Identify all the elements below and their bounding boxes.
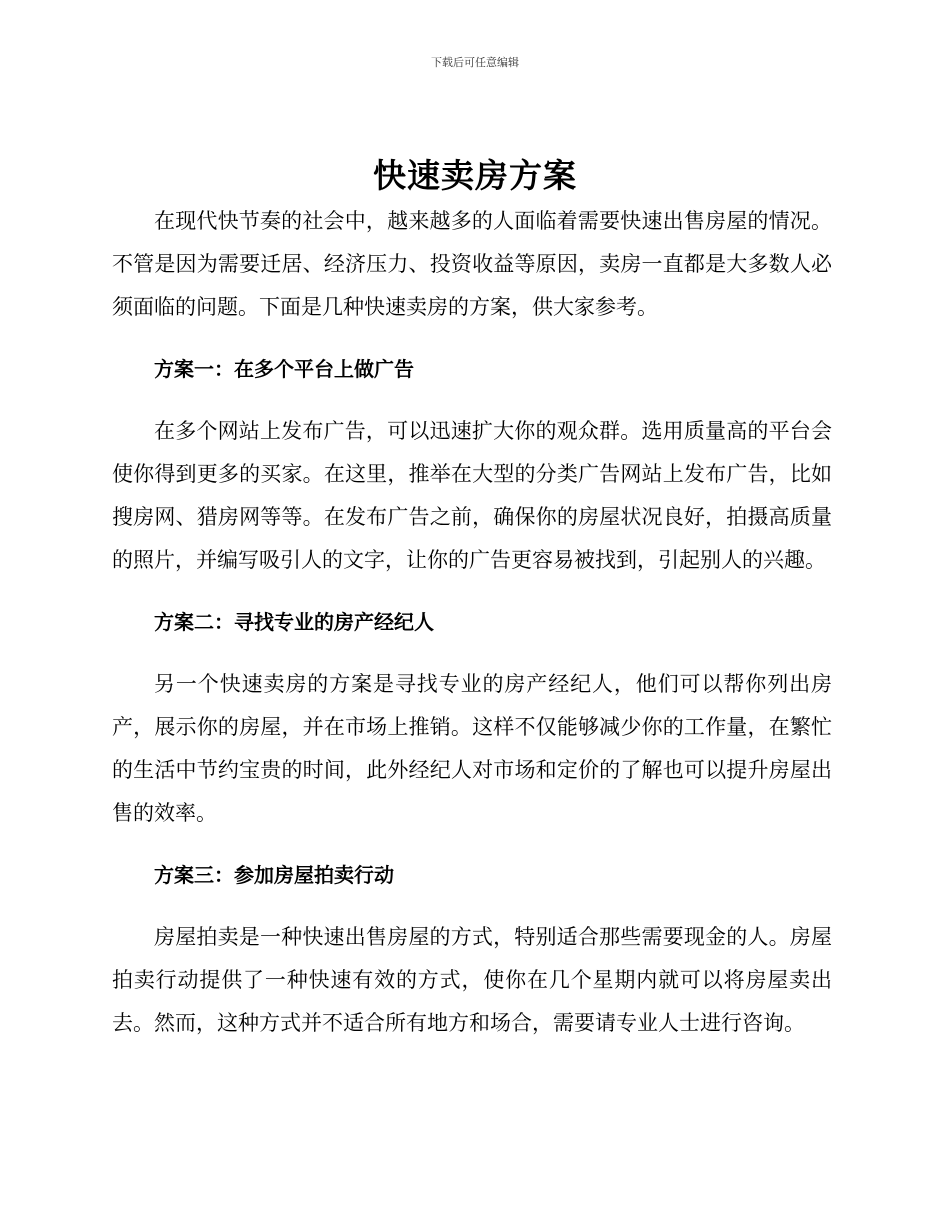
section-body-2: 另一个快速卖房的方案是寻找专业的房产经纪人，他们可以帮你列出房产，展示你的房屋，并在市场上推销。这样不仅能够减少你的工作量，在繁忙的生活中节约宝贵的时间，此外经纪人对市场和定价的了解也可以提升房屋出售的效率。 <box>112 672 832 825</box>
section-body-3: 房屋拍卖是一种快速出售房屋的方式，特别适合那些需要现金的人。房屋拍卖行动提供了一种快速有效的方式，使你在几个星期内就可以将房屋卖出去。然而，这种方式并不适合所有地方和场合，需要请专业人士进行咨询。 <box>112 925 832 1035</box>
section-heading-1: 方案一：在多个平台上做广告 <box>154 357 414 381</box>
intro-paragraph: 在现代快节奏的社会中，越来越多的人面临着需要快速出售房屋的情况。不管是因为需要迁居、经济压力、投资收益等原因，卖房一直都是大多数人必须面临的问题。下面是几种快速卖房的方案，供大家参考。 <box>112 209 832 319</box>
section-body-1: 在多个网站上发布广告，可以迅速扩大你的观众群。选用质量高的平台会使你得到更多的买家。在这里，推举在大型的分类广告网站上发布广告，比如搜房网、猎房网等等。在发布广告之前，确保你的房屋状况良好，拍摄高质量的照片，并编写吸引人的文字，让你的广告更容易被找到，引起别人的兴趣。 <box>112 419 832 572</box>
document-title: 快速卖房方案 <box>373 156 577 195</box>
document-body <box>112 200 832 1045</box>
section-heading-2: 方案二：寻找专业的房产经纪人 <box>154 610 434 634</box>
header-note: 下载后可任意编辑 <box>431 56 519 69</box>
section-heading-3: 方案三：参加房屋拍卖行动 <box>154 863 394 887</box>
